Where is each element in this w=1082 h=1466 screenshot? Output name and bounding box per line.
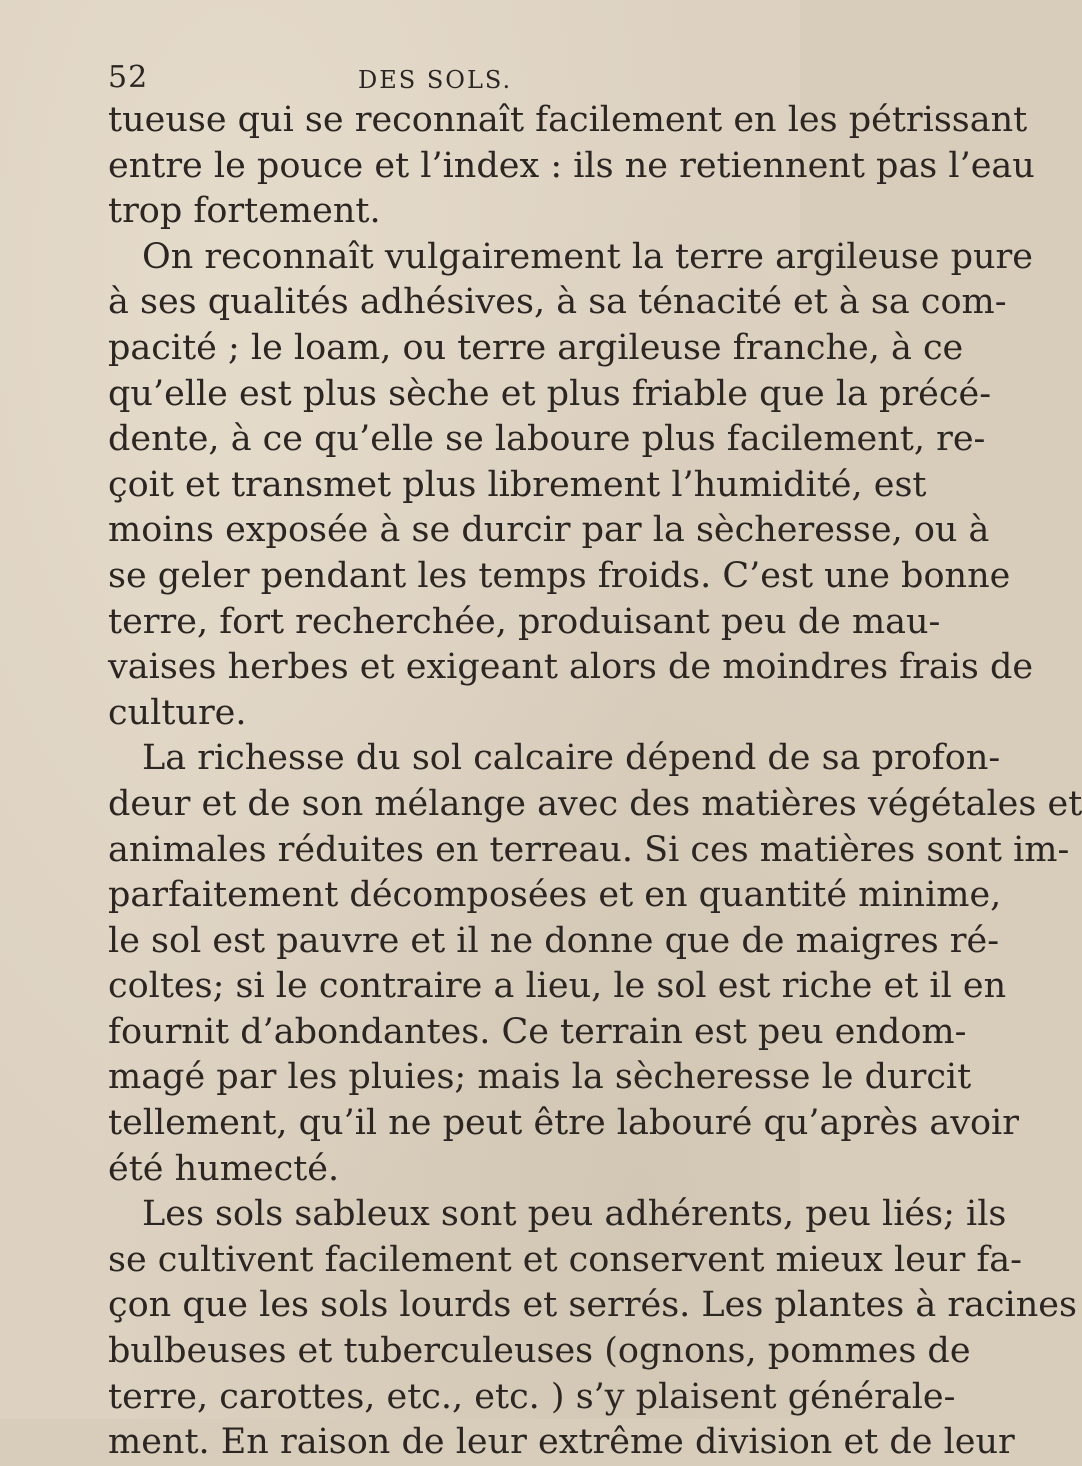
text-line: bulbeuses et tuberculeuses (ognons, pommes de — [108, 1331, 971, 1372]
text-line: se geler pendant les temps froids. C’est une bonne — [108, 555, 1011, 596]
running-head-title: DES SOLS. — [358, 66, 513, 94]
page-number: 52 — [108, 60, 149, 95]
paragraph-start-line: On reconnaît vulgairement la terre argileuse pure — [142, 236, 1033, 277]
text-line: dente, à ce qu’elle se laboure plus facilement, re- — [108, 419, 986, 460]
text-line: se cultivent facilement et conservent mieux leur fa- — [108, 1239, 1022, 1280]
text-line: trop fortement. — [108, 191, 381, 232]
text-line: à ses qualités adhésives, à sa ténacité et à sa com- — [108, 282, 1007, 323]
text-line: moins exposée à se durcir par la sècheresse, ou à — [108, 510, 990, 551]
body-text — [108, 98, 1082, 1466]
text-line: vaises herbes et exigeant alors de moindres frais de — [108, 647, 1034, 688]
text-line: magé par les pluies; mais la sècheresse le durcit — [108, 1057, 972, 1098]
text-line: tueuse qui se reconnaît facilement en les pétrissant — [108, 100, 1028, 140]
text-line: culture. — [108, 692, 247, 733]
text-line: tellement, qu’il ne peut être labouré qu’après avoir — [108, 1103, 1019, 1144]
text-line: pacité ; le loam, ou terre argileuse franche, à ce — [108, 327, 964, 368]
text-line: animales réduites en terreau. Si ces matières sont im- — [108, 829, 1070, 870]
text-line: terre, fort recherchée, produisant peu de mau- — [108, 601, 941, 642]
text-line: deur et de son mélange avec des matières végétales et — [108, 783, 1082, 824]
text-line: çoit et transmet plus librement l’humidité, est — [108, 464, 927, 505]
running-head — [108, 60, 798, 100]
text-line: qu’elle est plus sèche et plus friable que la précé- — [108, 373, 992, 414]
text-line: le sol est pauvre et il ne donne que de maigres ré- — [108, 920, 1000, 961]
text-line: ment. En raison de leur extrême division et de leur — [108, 1422, 1015, 1463]
text-line: fournit d’abondantes. Ce terrain est peu endom- — [108, 1011, 967, 1052]
text-line: coltes; si le contraire a lieu, le sol est riche et il en — [108, 966, 1007, 1007]
text-line: été humecté. — [108, 1148, 340, 1189]
paragraph-start-line: La richesse du sol calcaire dépend de sa profon- — [142, 738, 1001, 779]
text-line: terre, carottes, etc., etc. ) s’y plaisent générale- — [108, 1376, 956, 1417]
paragraph-start-line: Les sols sableux sont peu adhérents, peu liés; ils — [142, 1194, 1007, 1235]
text-line: parfaitement décomposées et en quantité minime, — [108, 875, 1002, 916]
text-line: entre le pouce et l’index : ils ne retiennent pas l’eau — [108, 145, 1035, 186]
text-line: çon que les sols lourds et serrés. Les plantes à racines — [108, 1285, 1077, 1326]
